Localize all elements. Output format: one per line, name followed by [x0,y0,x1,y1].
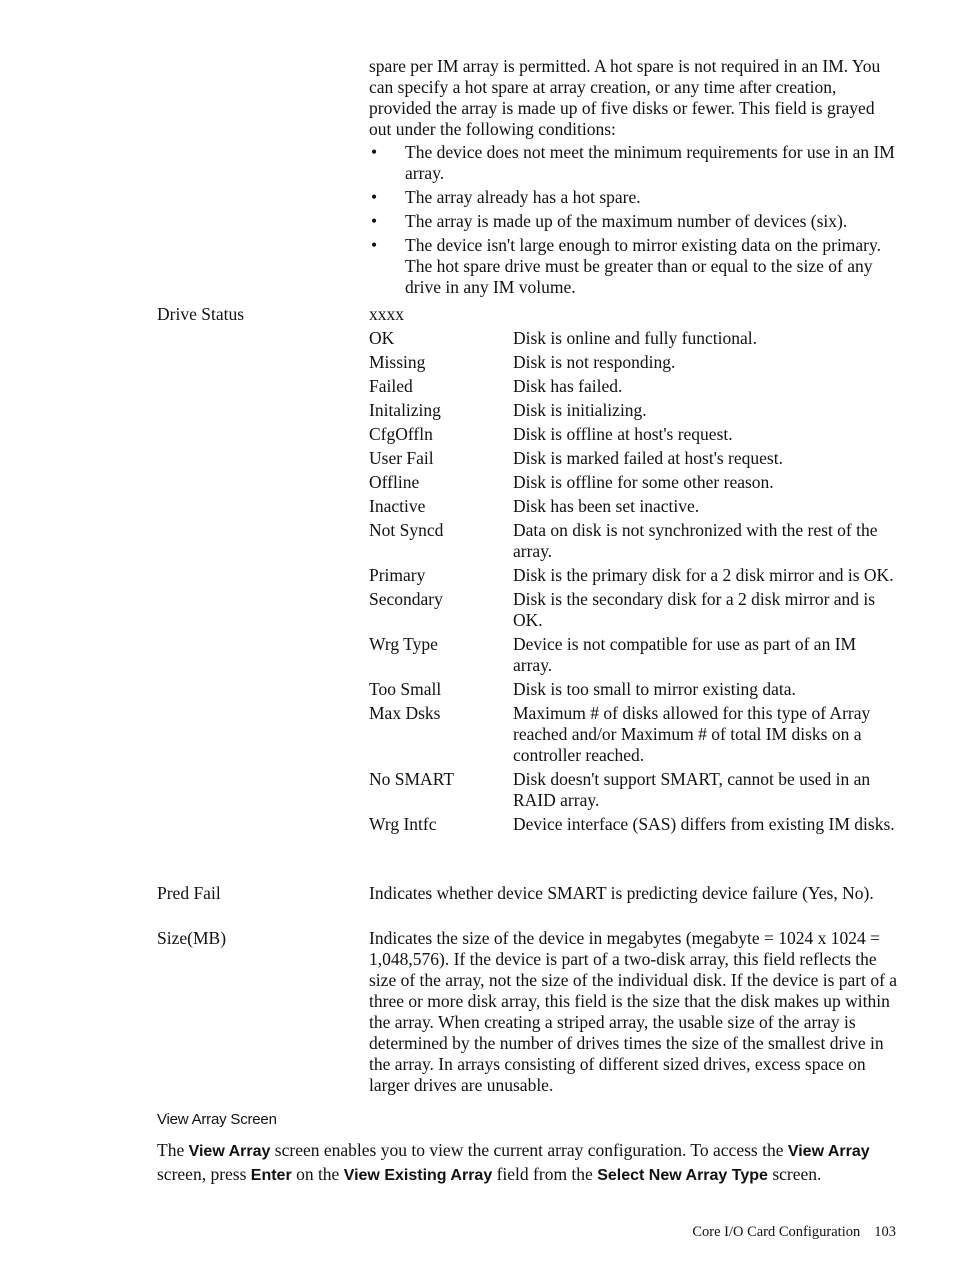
drive-status-label: Drive Status [157,304,245,324]
status-description: Disk is marked failed at host's request. [513,448,783,468]
text-run: on the [291,1164,344,1184]
hot-spare-conditions-list [369,142,899,301]
pred-fail-label: Pred Fail [157,883,221,903]
text-run: screen enables you to view the current array configuration. To access the [270,1140,788,1160]
status-description: Data on disk is not synchronized with the rest of the array. [513,520,878,561]
status-code: Offline [369,472,420,492]
table-row [369,424,899,448]
table-row [369,496,899,520]
condition-text: The array already has a hot spare. [405,187,641,207]
table-row [369,328,899,352]
view-array-paragraph [157,1139,899,1187]
list-item [369,211,899,232]
text-run: field from the [492,1164,598,1184]
list-item [369,142,899,184]
status-description: Disk is online and fully functional. [513,328,757,348]
hot-spare-paragraph: spare per IM array is permitted. A hot spare is not required in an IM. You can specify a hot spare at array creation, or any time after creation, provided the array is made up of five disks or fewer. This field is grayed out under the following conditions: [369,56,881,139]
table-row [369,589,899,634]
text-run: screen. [767,1164,822,1184]
bullet-icon: • [371,235,378,255]
status-code: No SMART [369,769,455,789]
status-description: Disk has failed. [513,376,623,396]
table-row [369,352,899,376]
table-row [369,400,899,424]
size-mb-description: Indicates the size of the device in megabytes (megabyte = 1024 x 1024 = 1,048,576). If the device is part of a two-disk array, this field reflects the size of the array, not the size of the individual disk. If the device is part of a three or more disk array, this field is the size that the disk makes up within the array. When creating a striped array, the usable size of the array is determined by the number of drives times the size of the smallest drive in the array. In arrays consisting of different sized drives, excess space on larger drives are unusable. [369,928,898,1095]
table-row [369,304,899,328]
status-description: Disk is not responding. [513,352,676,372]
footer-section-title: Core I/O Card Configuration [692,1224,861,1240]
drive-status-table [369,304,899,838]
table-row [369,703,899,769]
ui-term-view-array: View Array [188,1143,271,1160]
status-description: Disk is the secondary disk for a 2 disk mirror and is OK. [513,589,876,630]
table-row [369,769,899,814]
bullet-icon: • [371,142,378,162]
condition-text: The array is made up of the maximum number of devices (six). [405,211,848,231]
status-code: Initalizing [369,400,441,420]
status-description: Disk is initializing. [513,400,647,420]
status-code: Max Dsks [369,703,441,723]
list-item [369,187,899,208]
condition-text: The device isn't large enough to mirror existing data on the primary. The hot spare drive must be greater than or equal to the size of any drive in any IM volume. [405,235,882,297]
status-description: Disk is offline at host's request. [513,424,733,444]
table-row [369,814,899,838]
ui-term-view-array: View Array [787,1143,870,1160]
section-heading: View Array Screen [157,1111,277,1128]
condition-text: The device does not meet the minimum requirements for use in an IM array. [405,142,895,183]
status-code: Not Syncd [369,520,444,540]
status-code: Primary [369,565,426,585]
text-run: The [157,1140,189,1160]
bullet-icon: • [371,187,378,207]
table-row [369,634,899,679]
status-header: xxxx [369,304,404,324]
status-description: Device interface (SAS) differs from existing IM disks. [513,814,895,834]
status-code: Inactive [369,496,426,516]
status-description: Disk is the primary disk for a 2 disk mirror and is OK. [513,565,894,585]
status-code: User Fail [369,448,434,468]
status-description: Disk is offline for some other reason. [513,472,774,492]
list-item [369,235,899,298]
status-code: Wrg Intfc [369,814,437,834]
table-row [369,565,899,589]
ui-term-select-new-array-type: Select New Array Type [597,1167,768,1184]
page-footer [692,1222,896,1243]
table-row [369,520,899,565]
bullet-icon: • [371,211,378,231]
status-code: Missing [369,352,426,372]
status-code: Too Small [369,679,442,699]
ui-term-enter-key: Enter [250,1167,292,1184]
pred-fail-description: Indicates whether device SMART is predicting device failure (Yes, No). [369,883,874,903]
status-description: Disk has been set inactive. [513,496,700,516]
status-description: Disk doesn't support SMART, cannot be used in an RAID array. [513,769,871,810]
page-number: 103 [874,1224,896,1240]
status-code: Failed [369,376,413,396]
status-code: Secondary [369,589,443,609]
status-description: Maximum # of disks allowed for this type of Array reached and/or Maximum # of total IM disks on a controller reached. [513,703,871,765]
table-row [369,679,899,703]
table-row [369,376,899,400]
size-mb-label: Size(MB) [157,928,227,948]
status-description: Device is not compatible for use as part of an IM array. [513,634,857,675]
status-description: Disk is too small to mirror existing data. [513,679,796,699]
status-code: OK [369,328,395,348]
table-row [369,448,899,472]
status-code: Wrg Type [369,634,438,654]
status-code: CfgOffln [369,424,433,444]
text-run: screen, press [157,1164,251,1184]
ui-term-view-existing-array: View Existing Array [343,1167,493,1184]
table-row [369,472,899,496]
